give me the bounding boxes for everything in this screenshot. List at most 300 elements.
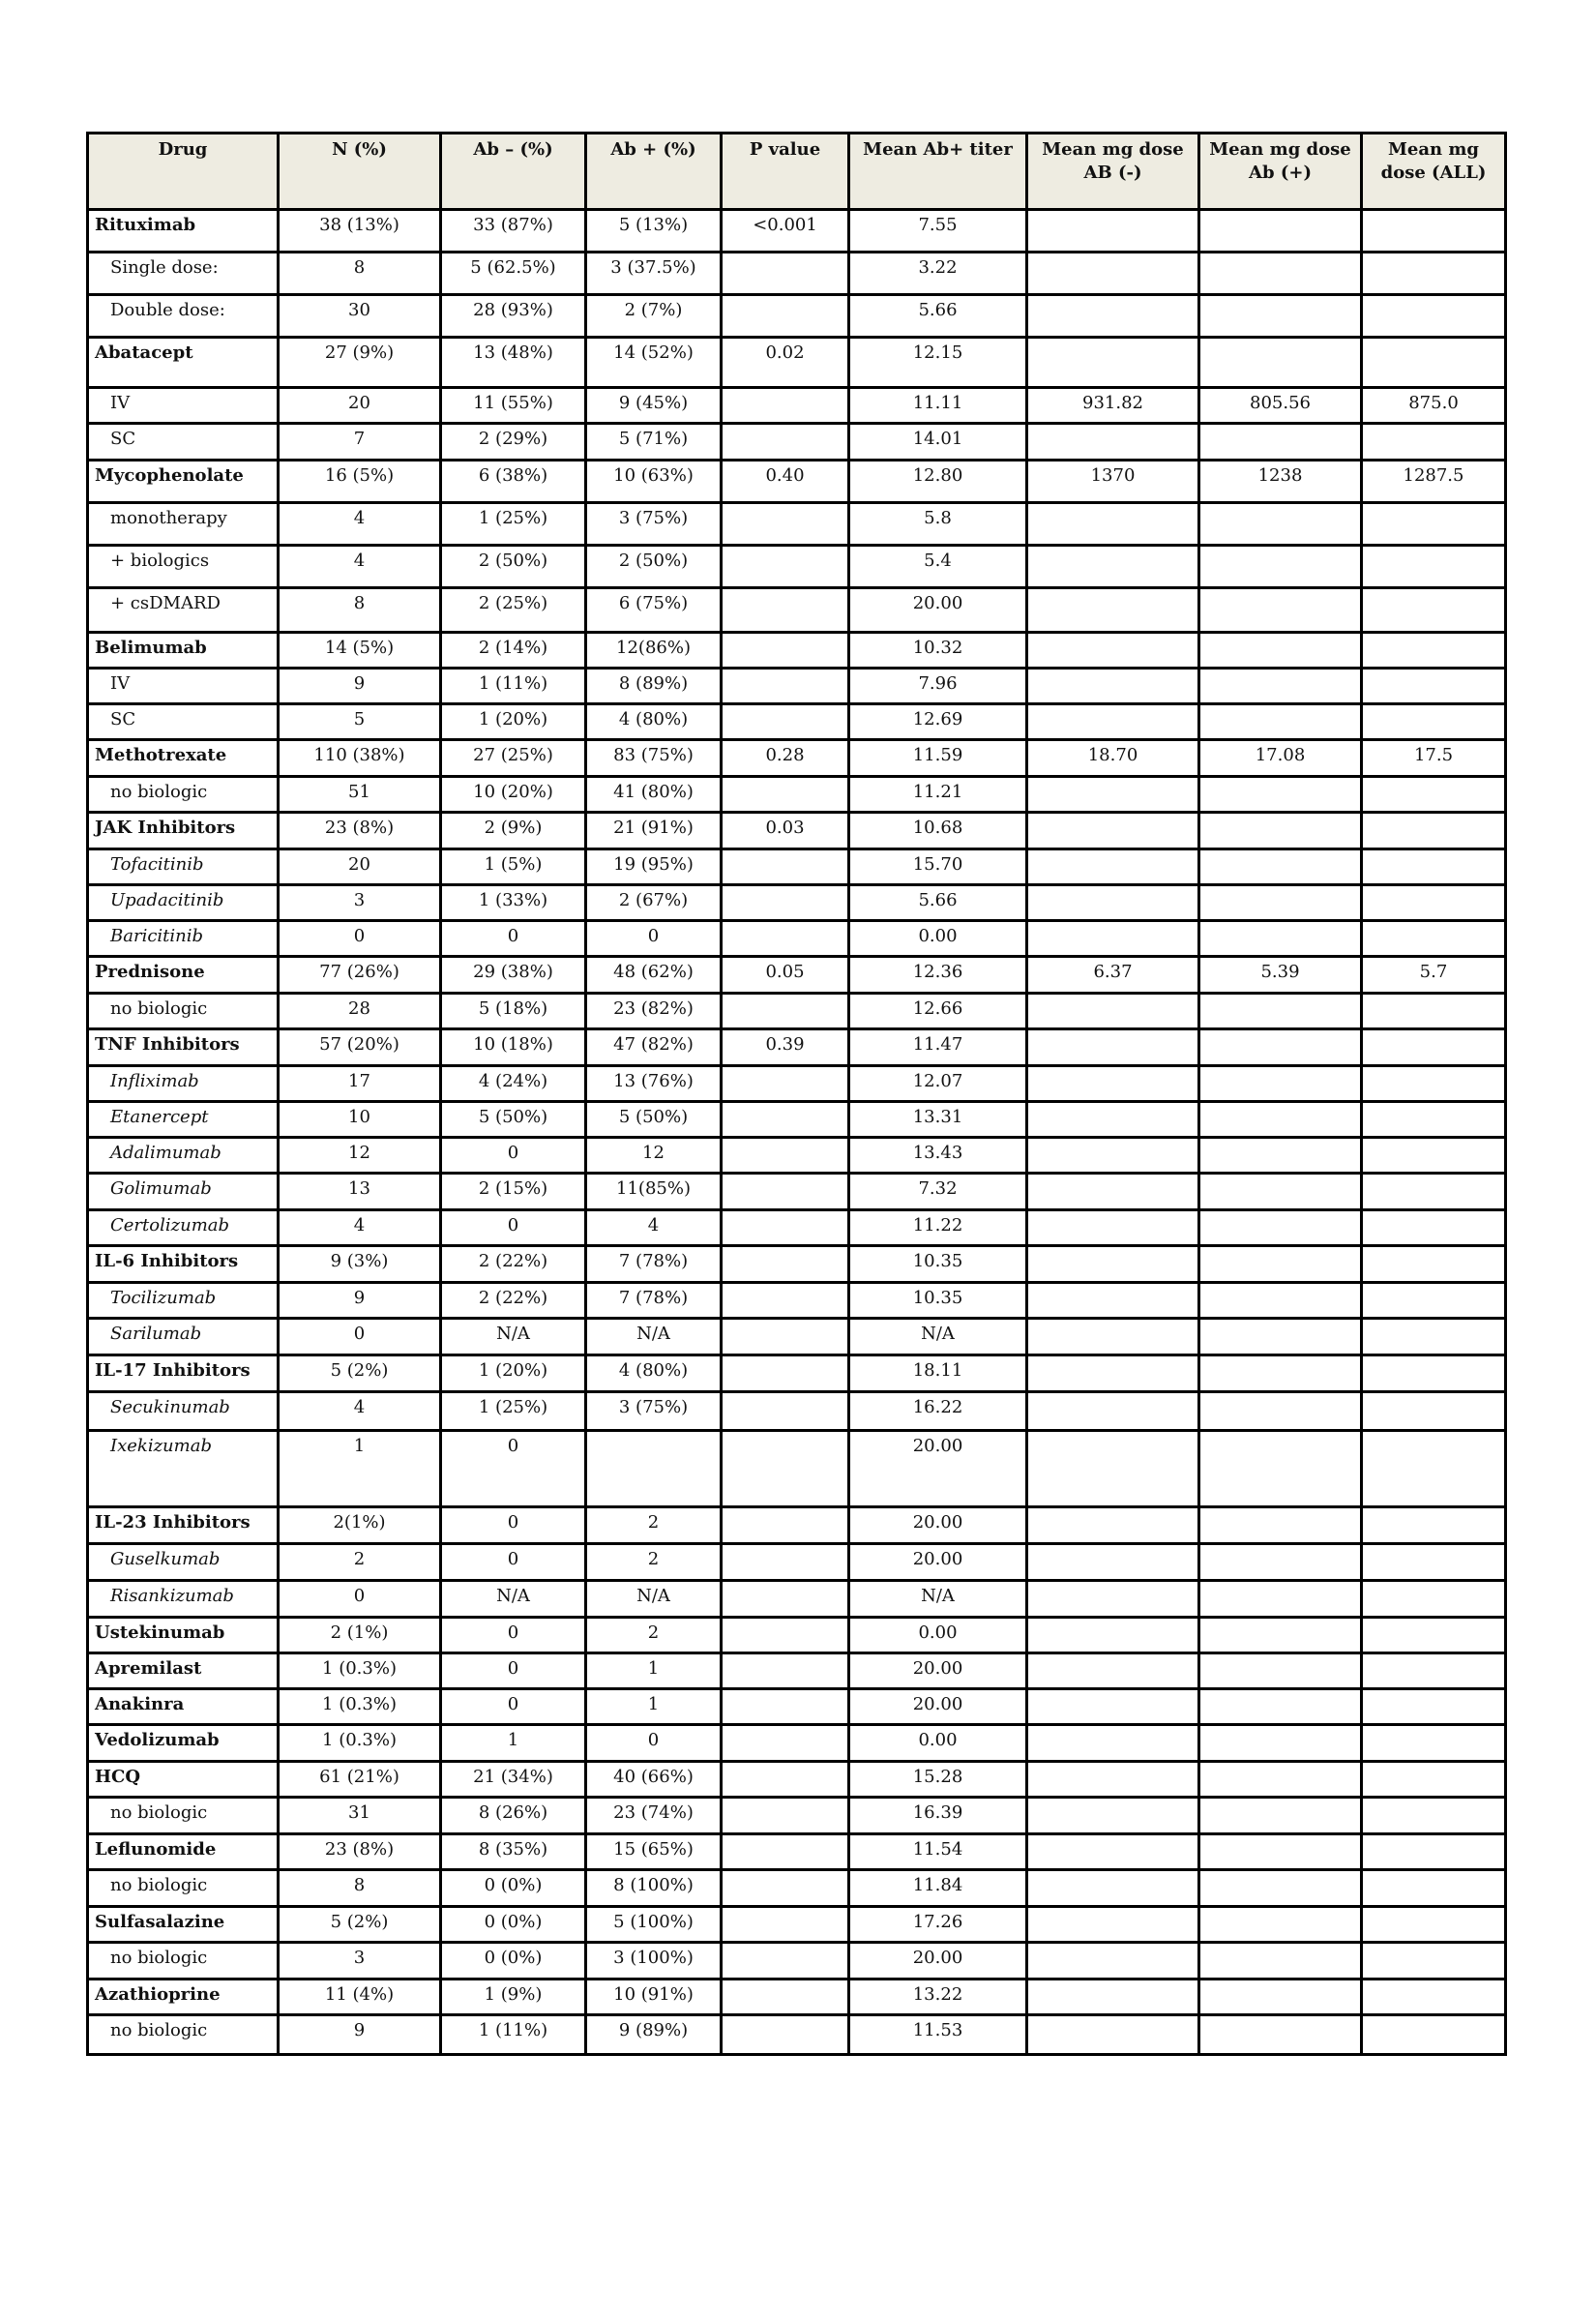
cell-p-value xyxy=(722,1834,849,1870)
cell-ab-positive: 2 (67%) xyxy=(586,885,722,921)
table-row xyxy=(88,546,1506,588)
cell-p-value: 0.03 xyxy=(722,813,849,849)
cell-dose-ab-positive xyxy=(1199,1507,1362,1544)
cell-ab-positive: 21 (91%) xyxy=(586,813,722,849)
cell-dose-ab-negative xyxy=(1027,1689,1199,1725)
cell-ab-negative: 0 xyxy=(441,1210,586,1246)
cell-drug-name: Abatacept xyxy=(88,338,279,388)
cell-dose-ab-negative: 6.37 xyxy=(1027,957,1199,994)
cell-ab-negative: 5 (50%) xyxy=(441,1102,586,1138)
cell-n-percent: 9 xyxy=(279,669,441,704)
cell-n-percent: 5 xyxy=(279,704,441,740)
cell-dose-ab-negative xyxy=(1027,1544,1199,1581)
cell-dose-all xyxy=(1362,1102,1506,1138)
table-row xyxy=(88,669,1506,704)
cell-dose-all xyxy=(1362,885,1506,921)
table-row xyxy=(88,295,1506,338)
cell-ab-negative: 13 (48%) xyxy=(441,338,586,388)
table-row xyxy=(88,885,1506,921)
cell-p-value xyxy=(722,1653,849,1689)
cell-drug-name: no biologic xyxy=(88,1870,279,1907)
cell-drug-name: no biologic xyxy=(88,994,279,1029)
cell-dose-ab-negative xyxy=(1027,633,1199,669)
cell-mean-titer: 5.4 xyxy=(849,546,1027,588)
cell-mean-titer: 7.96 xyxy=(849,669,1027,704)
cell-ab-positive: 15 (65%) xyxy=(586,1834,722,1870)
cell-drug-name: Double dose: xyxy=(88,295,279,338)
header-ab-neg: Ab – (%) xyxy=(441,134,586,210)
cell-drug-name: IL-17 Inhibitors xyxy=(88,1355,279,1392)
cell-ab-negative: 11 (55%) xyxy=(441,388,586,424)
cell-ab-positive: N/A xyxy=(586,1319,722,1355)
header-dose-all: Mean mg dose (ALL) xyxy=(1362,134,1506,210)
cell-mean-titer: 12.36 xyxy=(849,957,1027,994)
cell-dose-all xyxy=(1362,295,1506,338)
cell-mean-titer: 10.32 xyxy=(849,633,1027,669)
cell-drug-name: Rituximab xyxy=(88,210,279,253)
cell-dose-ab-negative xyxy=(1027,210,1199,253)
cell-dose-ab-negative xyxy=(1027,1210,1199,1246)
cell-dose-ab-negative xyxy=(1027,669,1199,704)
cell-dose-all xyxy=(1362,546,1506,588)
cell-ab-negative: 4 (24%) xyxy=(441,1066,586,1102)
cell-drug-name: Guselkumab xyxy=(88,1544,279,1581)
cell-dose-ab-positive xyxy=(1199,921,1362,957)
cell-dose-all xyxy=(1362,2015,1506,2055)
cell-n-percent: 5 (2%) xyxy=(279,1907,441,1943)
cell-ab-positive: 19 (95%) xyxy=(586,849,722,885)
cell-dose-ab-positive xyxy=(1199,849,1362,885)
table-row xyxy=(88,957,1506,994)
table-row xyxy=(88,704,1506,740)
cell-ab-positive: 3 (75%) xyxy=(586,503,722,546)
cell-dose-ab-positive xyxy=(1199,1762,1362,1798)
cell-ab-negative: 1 (33%) xyxy=(441,885,586,921)
cell-ab-positive: 6 (75%) xyxy=(586,588,722,633)
cell-dose-ab-positive xyxy=(1199,1725,1362,1762)
cell-mean-titer: 10.35 xyxy=(849,1283,1027,1319)
table-row xyxy=(88,1507,1506,1544)
cell-dose-ab-negative xyxy=(1027,588,1199,633)
cell-ab-positive: 4 xyxy=(586,1210,722,1246)
cell-p-value xyxy=(722,424,849,461)
cell-dose-all xyxy=(1362,633,1506,669)
cell-mean-titer: 0.00 xyxy=(849,1725,1027,1762)
table-row xyxy=(88,1431,1506,1507)
cell-p-value xyxy=(722,777,849,813)
cell-ab-negative: 2 (22%) xyxy=(441,1246,586,1283)
cell-dose-all xyxy=(1362,704,1506,740)
cell-ab-negative: N/A xyxy=(441,1581,586,1618)
cell-n-percent: 11 (4%) xyxy=(279,1980,441,2015)
cell-n-percent: 9 xyxy=(279,1283,441,1319)
cell-ab-negative: 2 (29%) xyxy=(441,424,586,461)
cell-p-value xyxy=(722,2015,849,2055)
table-row xyxy=(88,777,1506,813)
cell-dose-all xyxy=(1362,1870,1506,1907)
cell-ab-positive: 40 (66%) xyxy=(586,1762,722,1798)
cell-ab-negative: 2 (9%) xyxy=(441,813,586,849)
cell-n-percent: 2 (1%) xyxy=(279,1618,441,1653)
cell-dose-all xyxy=(1362,210,1506,253)
cell-dose-all xyxy=(1362,1283,1506,1319)
cell-ab-positive: 11(85%) xyxy=(586,1174,722,1210)
cell-dose-ab-positive xyxy=(1199,295,1362,338)
cell-drug-name: Baricitinib xyxy=(88,921,279,957)
cell-ab-positive: 2 xyxy=(586,1507,722,1544)
cell-dose-all xyxy=(1362,1319,1506,1355)
cell-ab-positive: N/A xyxy=(586,1581,722,1618)
cell-ab-positive: 0 xyxy=(586,921,722,957)
cell-dose-ab-negative xyxy=(1027,1392,1199,1431)
cell-mean-titer: 13.22 xyxy=(849,1980,1027,2015)
table-row xyxy=(88,921,1506,957)
cell-dose-ab-negative xyxy=(1027,546,1199,588)
cell-n-percent: 31 xyxy=(279,1798,441,1834)
cell-ab-positive: 1 xyxy=(586,1653,722,1689)
cell-p-value xyxy=(722,1246,849,1283)
table-row xyxy=(88,994,1506,1029)
cell-drug-name: + biologics xyxy=(88,546,279,588)
cell-p-value: 0.40 xyxy=(722,461,849,503)
table-row xyxy=(88,388,1506,424)
cell-dose-ab-negative xyxy=(1027,921,1199,957)
cell-mean-titer: 3.22 xyxy=(849,253,1027,295)
cell-dose-ab-positive xyxy=(1199,1943,1362,1980)
cell-p-value xyxy=(722,1210,849,1246)
cell-ab-negative: 29 (38%) xyxy=(441,957,586,994)
cell-dose-ab-positive xyxy=(1199,253,1362,295)
cell-dose-all xyxy=(1362,777,1506,813)
cell-mean-titer: 20.00 xyxy=(849,1507,1027,1544)
drug-antibody-table xyxy=(86,132,1507,2056)
cell-mean-titer: 0.00 xyxy=(849,921,1027,957)
cell-ab-negative: 0 xyxy=(441,1689,586,1725)
table-row xyxy=(88,1174,1506,1210)
cell-mean-titer: 10.68 xyxy=(849,813,1027,849)
cell-dose-all xyxy=(1362,1689,1506,1725)
cell-ab-negative: 1 (9%) xyxy=(441,1980,586,2015)
cell-ab-positive: 7 (78%) xyxy=(586,1283,722,1319)
cell-dose-all xyxy=(1362,424,1506,461)
cell-dose-ab-positive xyxy=(1199,1283,1362,1319)
cell-mean-titer: 11.59 xyxy=(849,740,1027,777)
cell-n-percent: 3 xyxy=(279,1943,441,1980)
cell-mean-titer: 16.39 xyxy=(849,1798,1027,1834)
cell-ab-positive: 12 xyxy=(586,1138,722,1174)
cell-n-percent: 2(1%) xyxy=(279,1507,441,1544)
cell-ab-positive: 5 (100%) xyxy=(586,1907,722,1943)
cell-p-value xyxy=(722,1355,849,1392)
cell-mean-titer: 7.32 xyxy=(849,1174,1027,1210)
cell-dose-all xyxy=(1362,1246,1506,1283)
table-row xyxy=(88,1943,1506,1980)
cell-dose-all xyxy=(1362,1653,1506,1689)
cell-drug-name: IL-6 Inhibitors xyxy=(88,1246,279,1283)
cell-dose-all xyxy=(1362,1725,1506,1762)
table-row xyxy=(88,1689,1506,1725)
table-row xyxy=(88,1029,1506,1066)
cell-n-percent: 51 xyxy=(279,777,441,813)
cell-dose-ab-positive: 1238 xyxy=(1199,461,1362,503)
cell-dose-ab-positive xyxy=(1199,210,1362,253)
cell-ab-negative: 1 (20%) xyxy=(441,1355,586,1392)
table-row xyxy=(88,253,1506,295)
cell-dose-ab-negative xyxy=(1027,994,1199,1029)
cell-p-value xyxy=(722,1870,849,1907)
cell-p-value xyxy=(722,546,849,588)
cell-dose-all xyxy=(1362,1029,1506,1066)
header-mean-titer: Mean Ab+ titer xyxy=(849,134,1027,210)
header-n: N (%) xyxy=(279,134,441,210)
cell-dose-all xyxy=(1362,1066,1506,1102)
cell-p-value xyxy=(722,849,849,885)
cell-p-value: 0.39 xyxy=(722,1029,849,1066)
cell-n-percent: 110 (38%) xyxy=(279,740,441,777)
cell-n-percent: 57 (20%) xyxy=(279,1029,441,1066)
cell-drug-name: Apremilast xyxy=(88,1653,279,1689)
cell-dose-ab-positive xyxy=(1199,503,1362,546)
cell-p-value: 0.02 xyxy=(722,338,849,388)
cell-n-percent: 12 xyxy=(279,1138,441,1174)
cell-mean-titer: 20.00 xyxy=(849,588,1027,633)
cell-drug-name: Infliximab xyxy=(88,1066,279,1102)
cell-drug-name: Anakinra xyxy=(88,1689,279,1725)
table-row xyxy=(88,740,1506,777)
cell-dose-ab-positive xyxy=(1199,1174,1362,1210)
cell-drug-name: Prednisone xyxy=(88,957,279,994)
cell-ab-negative: 0 xyxy=(441,1653,586,1689)
cell-p-value xyxy=(722,1980,849,2015)
cell-drug-name: + csDMARD xyxy=(88,588,279,633)
cell-dose-ab-positive xyxy=(1199,1834,1362,1870)
cell-mean-titer: 5.66 xyxy=(849,885,1027,921)
cell-dose-all xyxy=(1362,1138,1506,1174)
cell-dose-ab-positive xyxy=(1199,1653,1362,1689)
cell-n-percent: 1 xyxy=(279,1431,441,1507)
cell-dose-ab-negative xyxy=(1027,2015,1199,2055)
cell-dose-ab-negative xyxy=(1027,1174,1199,1210)
table-row xyxy=(88,1138,1506,1174)
cell-p-value xyxy=(722,295,849,338)
cell-ab-negative: 33 (87%) xyxy=(441,210,586,253)
cell-drug-name: HCQ xyxy=(88,1762,279,1798)
table-row xyxy=(88,849,1506,885)
cell-mean-titer: 12.15 xyxy=(849,338,1027,388)
cell-dose-ab-negative xyxy=(1027,1066,1199,1102)
table-row xyxy=(88,1834,1506,1870)
cell-p-value xyxy=(722,994,849,1029)
cell-dose-ab-positive xyxy=(1199,1798,1362,1834)
cell-ab-positive: 7 (78%) xyxy=(586,1246,722,1283)
cell-mean-titer: 18.11 xyxy=(849,1355,1027,1392)
cell-drug-name: SC xyxy=(88,424,279,461)
cell-p-value xyxy=(722,1507,849,1544)
cell-p-value xyxy=(722,1581,849,1618)
cell-dose-ab-negative xyxy=(1027,885,1199,921)
cell-dose-all xyxy=(1362,1431,1506,1507)
cell-drug-name: IV xyxy=(88,388,279,424)
cell-dose-ab-positive xyxy=(1199,1870,1362,1907)
table-row xyxy=(88,1102,1506,1138)
cell-mean-titer: 20.00 xyxy=(849,1431,1027,1507)
cell-p-value xyxy=(722,588,849,633)
cell-ab-positive: 1 xyxy=(586,1689,722,1725)
table-row xyxy=(88,2015,1506,2055)
cell-mean-titer: 14.01 xyxy=(849,424,1027,461)
cell-mean-titer: 11.11 xyxy=(849,388,1027,424)
table-row xyxy=(88,1980,1506,2015)
cell-p-value xyxy=(722,1174,849,1210)
cell-n-percent: 0 xyxy=(279,921,441,957)
cell-dose-ab-negative xyxy=(1027,1834,1199,1870)
cell-p-value: <0.001 xyxy=(722,210,849,253)
cell-ab-positive: 8 (100%) xyxy=(586,1870,722,1907)
cell-mean-titer: 11.54 xyxy=(849,1834,1027,1870)
cell-p-value xyxy=(722,1943,849,1980)
cell-dose-ab-negative xyxy=(1027,1618,1199,1653)
cell-n-percent: 30 xyxy=(279,295,441,338)
cell-drug-name: Sulfasalazine xyxy=(88,1907,279,1943)
cell-ab-positive: 10 (63%) xyxy=(586,461,722,503)
header-p-value: P value xyxy=(722,134,849,210)
table-row xyxy=(88,1653,1506,1689)
cell-ab-negative: 5 (62.5%) xyxy=(441,253,586,295)
cell-p-value xyxy=(722,1907,849,1943)
cell-ab-positive: 5 (13%) xyxy=(586,210,722,253)
cell-dose-all: 875.0 xyxy=(1362,388,1506,424)
cell-drug-name: Belimumab xyxy=(88,633,279,669)
cell-dose-ab-negative xyxy=(1027,777,1199,813)
cell-dose-ab-positive xyxy=(1199,424,1362,461)
cell-drug-name: monotherapy xyxy=(88,503,279,546)
cell-p-value: 0.05 xyxy=(722,957,849,994)
cell-ab-negative: 1 (25%) xyxy=(441,1392,586,1431)
cell-dose-all xyxy=(1362,338,1506,388)
cell-dose-ab-negative xyxy=(1027,1431,1199,1507)
cell-p-value xyxy=(722,669,849,704)
cell-dose-all: 1287.5 xyxy=(1362,461,1506,503)
cell-ab-negative: 2 (15%) xyxy=(441,1174,586,1210)
table-row xyxy=(88,1210,1506,1246)
table-row xyxy=(88,1392,1506,1431)
table-body xyxy=(88,210,1506,2055)
cell-n-percent: 8 xyxy=(279,253,441,295)
table-row xyxy=(88,1725,1506,1762)
cell-drug-name: Tofacitinib xyxy=(88,849,279,885)
cell-drug-name: Adalimumab xyxy=(88,1138,279,1174)
cell-p-value xyxy=(722,633,849,669)
cell-dose-all xyxy=(1362,1798,1506,1834)
cell-n-percent: 9 (3%) xyxy=(279,1246,441,1283)
cell-dose-ab-positive xyxy=(1199,546,1362,588)
cell-drug-name: JAK Inhibitors xyxy=(88,813,279,849)
cell-dose-ab-negative xyxy=(1027,424,1199,461)
cell-dose-all xyxy=(1362,1943,1506,1980)
cell-p-value xyxy=(722,704,849,740)
header-ab-pos: Ab + (%) xyxy=(586,134,722,210)
cell-dose-ab-negative xyxy=(1027,1029,1199,1066)
cell-ab-positive: 41 (80%) xyxy=(586,777,722,813)
cell-dose-ab-negative xyxy=(1027,1581,1199,1618)
cell-n-percent: 1 (0.3%) xyxy=(279,1725,441,1762)
table-row xyxy=(88,1581,1506,1618)
cell-p-value xyxy=(722,503,849,546)
header-dose-ab-neg: Mean mg dose AB (-) xyxy=(1027,134,1199,210)
cell-n-percent: 20 xyxy=(279,849,441,885)
cell-ab-positive: 13 (76%) xyxy=(586,1066,722,1102)
cell-ab-positive: 5 (71%) xyxy=(586,424,722,461)
cell-dose-ab-negative xyxy=(1027,1355,1199,1392)
cell-drug-name: Certolizumab xyxy=(88,1210,279,1246)
cell-dose-ab-positive: 805.56 xyxy=(1199,388,1362,424)
cell-mean-titer: 0.00 xyxy=(849,1618,1027,1653)
cell-drug-name: Ustekinumab xyxy=(88,1618,279,1653)
cell-n-percent: 7 xyxy=(279,424,441,461)
cell-mean-titer: 12.69 xyxy=(849,704,1027,740)
cell-ab-negative: 6 (38%) xyxy=(441,461,586,503)
cell-p-value xyxy=(722,885,849,921)
cell-n-percent: 23 (8%) xyxy=(279,1834,441,1870)
cell-ab-negative: 0 (0%) xyxy=(441,1943,586,1980)
cell-mean-titer: 11.47 xyxy=(849,1029,1027,1066)
cell-p-value xyxy=(722,921,849,957)
cell-ab-negative: 0 xyxy=(441,1431,586,1507)
table-row xyxy=(88,424,1506,461)
cell-dose-ab-positive xyxy=(1199,1210,1362,1246)
cell-drug-name: TNF Inhibitors xyxy=(88,1029,279,1066)
cell-n-percent: 2 xyxy=(279,1544,441,1581)
cell-dose-ab-positive: 5.39 xyxy=(1199,957,1362,994)
cell-dose-ab-positive xyxy=(1199,1319,1362,1355)
cell-drug-name: SC xyxy=(88,704,279,740)
table-row xyxy=(88,210,1506,253)
cell-dose-ab-positive xyxy=(1199,1355,1362,1392)
cell-dose-ab-negative xyxy=(1027,1319,1199,1355)
cell-n-percent: 8 xyxy=(279,588,441,633)
cell-ab-positive: 10 (91%) xyxy=(586,1980,722,2015)
cell-dose-all xyxy=(1362,849,1506,885)
cell-dose-all xyxy=(1362,503,1506,546)
cell-dose-ab-positive xyxy=(1199,1689,1362,1725)
cell-ab-negative: 0 (0%) xyxy=(441,1870,586,1907)
cell-ab-positive: 8 (89%) xyxy=(586,669,722,704)
table-row xyxy=(88,1319,1506,1355)
cell-dose-ab-positive xyxy=(1199,1066,1362,1102)
cell-n-percent: 16 (5%) xyxy=(279,461,441,503)
cell-p-value xyxy=(722,1102,849,1138)
cell-p-value xyxy=(722,253,849,295)
cell-drug-name: no biologic xyxy=(88,1943,279,1980)
cell-dose-ab-negative xyxy=(1027,1798,1199,1834)
table-row xyxy=(88,588,1506,633)
cell-dose-ab-positive xyxy=(1199,704,1362,740)
cell-dose-ab-positive xyxy=(1199,1907,1362,1943)
cell-ab-positive: 12(86%) xyxy=(586,633,722,669)
cell-ab-positive: 3 (75%) xyxy=(586,1392,722,1431)
cell-dose-ab-negative xyxy=(1027,295,1199,338)
cell-ab-negative: 0 xyxy=(441,1138,586,1174)
table-row xyxy=(88,503,1506,546)
cell-dose-ab-negative xyxy=(1027,813,1199,849)
cell-ab-negative: 1 (20%) xyxy=(441,704,586,740)
header-drug: Drug xyxy=(88,134,279,210)
cell-ab-positive: 47 (82%) xyxy=(586,1029,722,1066)
cell-dose-ab-positive xyxy=(1199,1544,1362,1581)
cell-dose-ab-positive xyxy=(1199,1392,1362,1431)
table-row xyxy=(88,813,1506,849)
cell-dose-ab-negative xyxy=(1027,1138,1199,1174)
